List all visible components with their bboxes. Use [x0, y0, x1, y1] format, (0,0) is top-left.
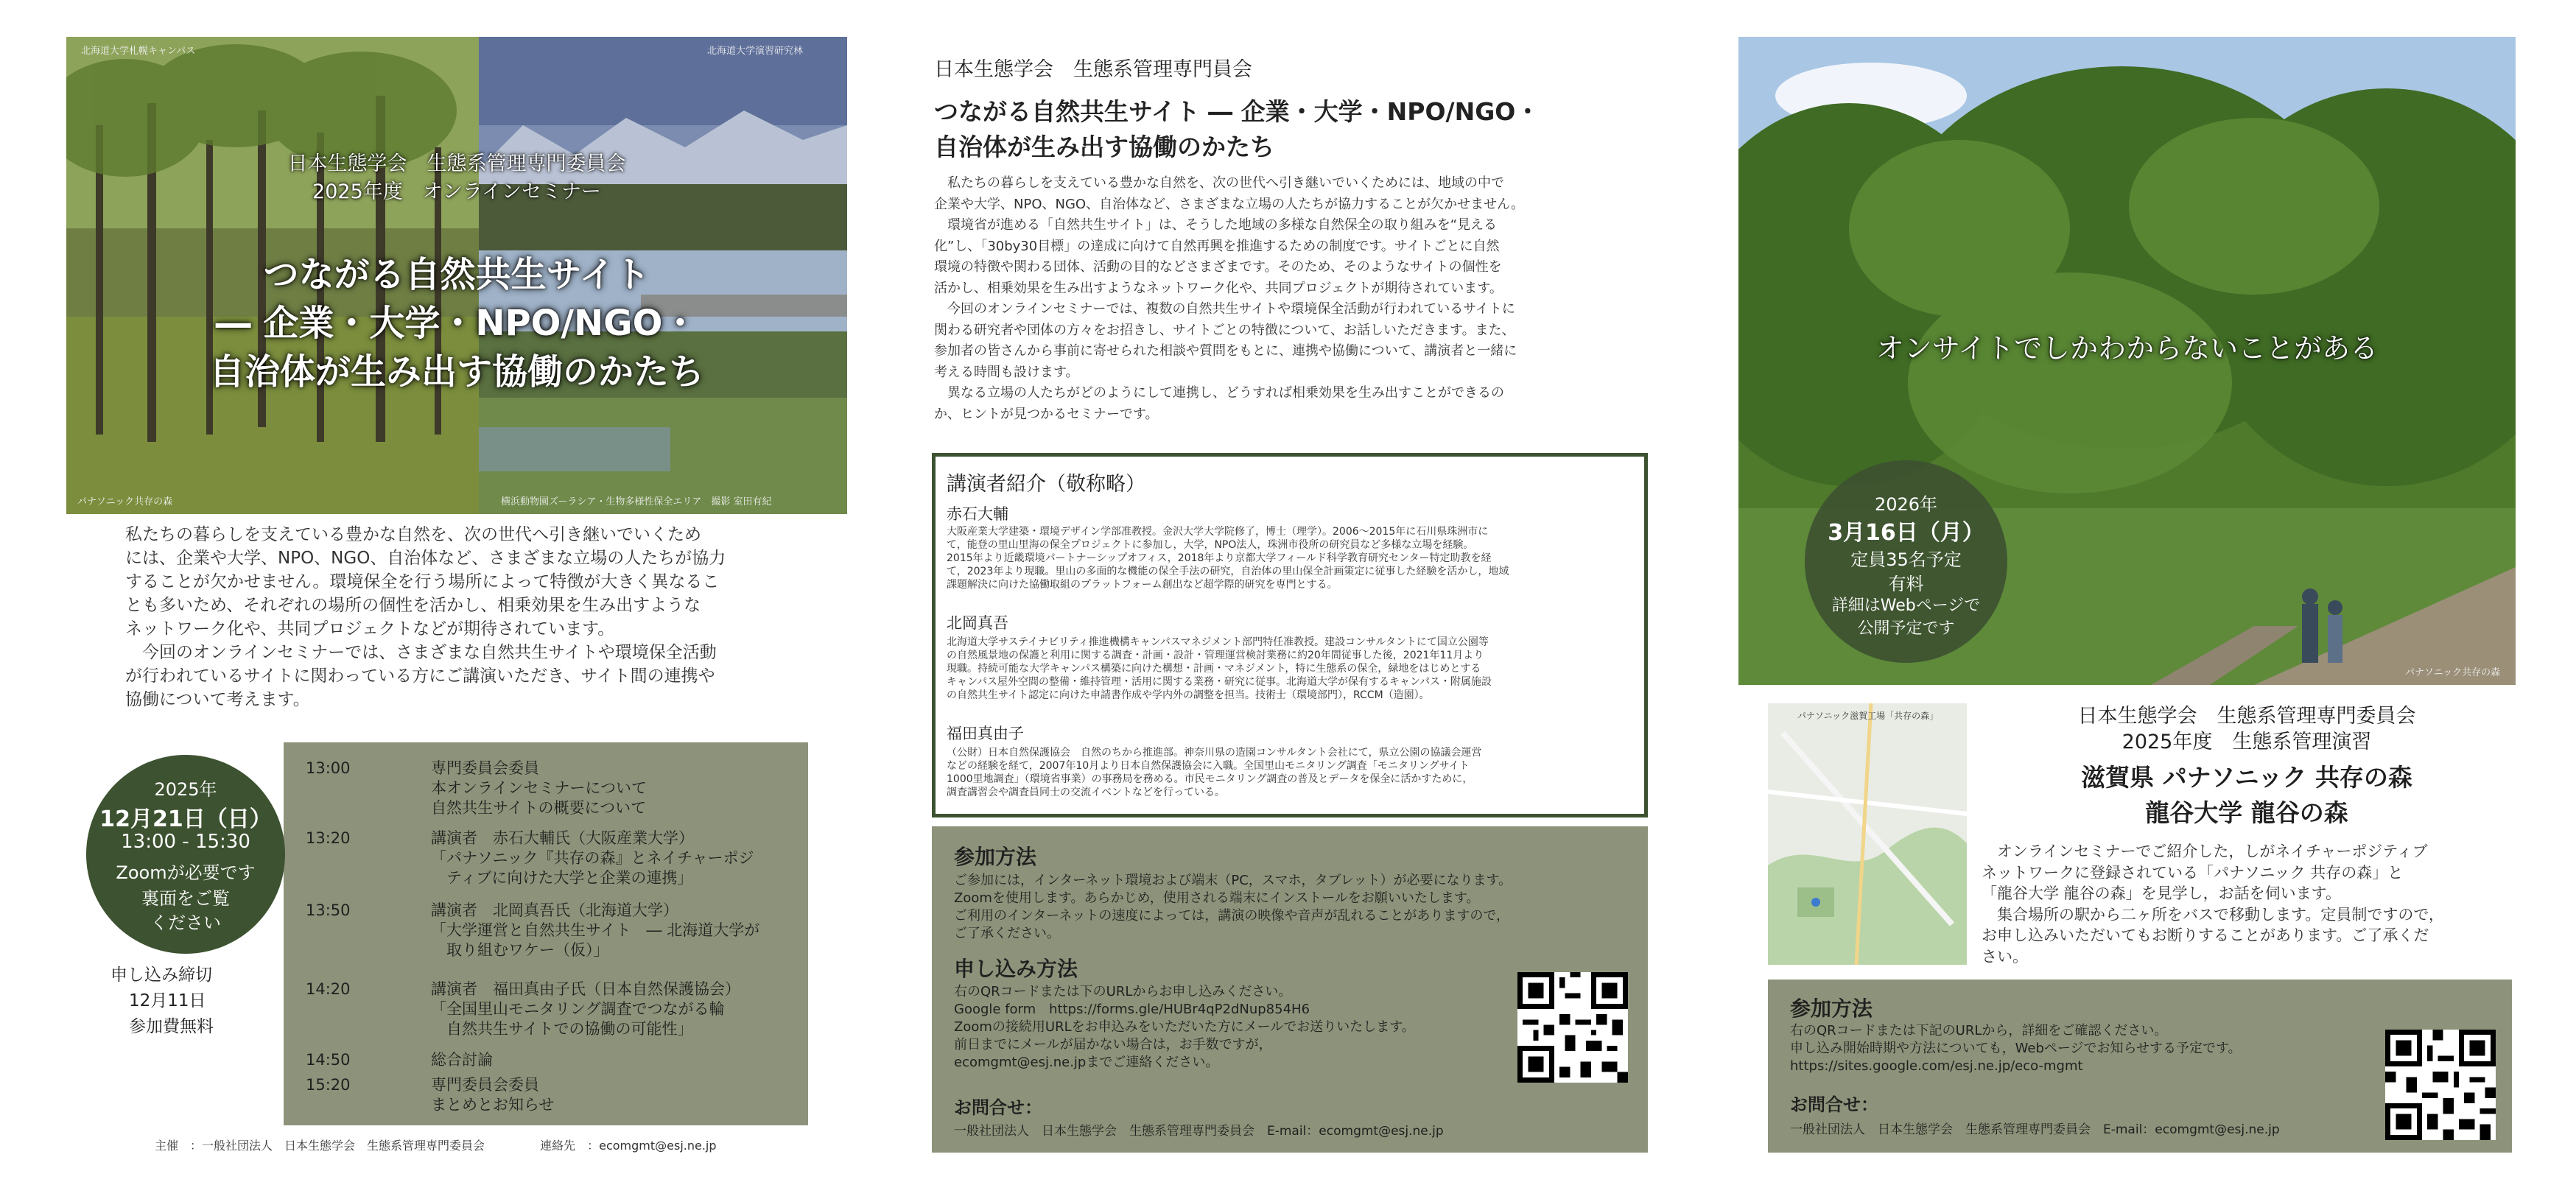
signup-text: 右のQRコードまたは下のURLからお申し込みください。 Google form https://forms.gle/HUBr4qP2dNup854H6 Zoomの接続用URLをお申込みをいただいた方にメールでお送りいたします。 前日までにメールが届かない場合は，お手数ですが， ecomgmt@esj.ne.jpまでご連絡ください。 [954, 984, 1415, 1070]
schedule-time: 13:50 [306, 901, 351, 919]
speaker-bio: （公財）日本自然保護協会 自然のちから推進部。神奈川県の造園コンサルタント会社にて，県立公園の協議会運営 などの経験を経て，2007年10月より日本自然保護協会に入職。全国里山モニタリング調査「モニタリングサイト 1000里地調査」（環境省事業）の事務局を務める。市民モニタリング調査の普及とデータを保全に活かすために， 調査講習会や調査員同士の交流イベントなどを行っている。 [947, 747, 1482, 798]
seminar-schedule [284, 742, 808, 1125]
capacity-note: 定員35名予定 [1850, 549, 1962, 570]
date-day: 3月16日（月） [1828, 520, 1984, 546]
footer [155, 1136, 717, 1153]
schedule-time: 14:20 [306, 980, 351, 998]
schedule-row: 13:50 講演者 北岡真吾氏（北海道大学） 「大学運営と自然共生サイト ― 北海道大学が 取り組むワケー（仮）」 [306, 901, 760, 959]
hero-title-line: 自治体が生み出す協働のかたち [208, 351, 704, 393]
hero-title-line: ― 企業・大学・NPO/NGO・ [215, 303, 698, 344]
contact-heading: お問合せ： [1790, 1094, 1878, 1115]
schedule-row: 13:20 講演者 赤石大輔氏（大阪産業大学） 「パナソニック『共存の森』とネイチャーポジ ティブに向けた大学と企業の連携」 [306, 829, 754, 887]
org-name: 日本生態学会 生態系管理専門員会 [934, 58, 1252, 81]
field-trip-intro: オンラインセミナーでご紹介した，しがネイチャーポジティブ ネットワークに登録されている「パナソニック 共存の森」と 「龍谷大学 龍谷の森」を見学し，お話を伺います。 集合場所の駅から二ヶ所をバスで移動します。定員制ですので， お申し込みいただいてもお断りすることがあります。ご了承くだ さい。 [1982, 843, 2444, 966]
schedule-time: 13:00 [306, 759, 351, 777]
photo-caption: 北海道大学札幌キャンパス [81, 46, 196, 57]
participation-text: ご参加には，インターネット環境および端末（PC，スマホ，タブレット）が必要になります。 Zoomを使用します。あらかじめ，使用される端末にインストールをお願いいたします。 ご利用のインターネットの速度によっては，講演の映像や音声が乱れることがありますので， ご了承ください。 [954, 873, 1512, 941]
contact-line: 一般社団法人 日本生態学会 生態系管理専門委員会 E-mail：ecomgmt@esj.ne.jp [954, 1124, 1444, 1139]
fee-note: 参加費無料 [129, 1017, 214, 1036]
venue-map [1768, 703, 1967, 965]
participation-heading: 参加方法 [1790, 996, 1873, 1021]
schedule-time: 14:50 [306, 1051, 351, 1069]
practicum-year: 2025年度 生態系管理演習 [2121, 731, 2372, 753]
speaker-name: 福田真由子 [947, 725, 1024, 742]
participation-text: 右のQRコードまたは下記のURLから，詳細をご確認ください。 申し込み開始時期や方法についても，Webページでお知らせする予定です。 https://sites.google.com/esj.ne.jp/eco-mgmt [1790, 1023, 2242, 1074]
intro-line: することが欠かせません。環境保全を行う場所によって特徴が大きく異なるこ [125, 572, 720, 591]
hero-caption: オンサイトでしかわからないことがある [1875, 332, 2379, 365]
date-year: 2025年 [154, 779, 217, 800]
date-day: 12月21日（日） [99, 806, 272, 832]
speakers-heading: 講演者紹介（敬称略） [947, 473, 1145, 496]
schedule-row: 14:20 講演者 福田真由子氏（日本自然保護協会） 「全国里山モニタリング調査でつながる輪 自然共生サイトでの協働の可能性」 [306, 980, 740, 1038]
intro-line: 協働について考えます。 [125, 690, 310, 709]
mountain-photo [479, 37, 847, 250]
zoom-note: Zoomが必要です [116, 862, 256, 883]
hero-title-line: つながる自然共生サイト [263, 254, 650, 295]
participation-heading: 参加方法 [954, 845, 1037, 869]
photo-credit: パナソニック共存の森 [2405, 667, 2501, 678]
venue-name: 龍谷大学 龍谷の森 [2145, 798, 2348, 827]
photo-caption: 北海道大学演習研究林 [707, 46, 804, 57]
website-link[interactable]: https://sites.google.com/esj.ne.jp/eco-mgmt [1790, 1058, 2083, 1074]
qr-code-icon[interactable] [2385, 1030, 2496, 1140]
contact-line: 一般社団法人 日本生態学会 生態系管理専門委員会 E-mail：ecomgmt@esj.ne.jp [1790, 1122, 2280, 1137]
venue-name: 滋賀県 パナソニック 共存の森 [2081, 763, 2412, 792]
page-title [934, 94, 1540, 165]
photo-caption: パナソニック共存の森 [77, 496, 173, 507]
speaker-bio: 北海道大学サステイナビリティ推進機構キャンパスマネジメント部門特任准教授。建設コンサルタントにて国立公園等 の自然風景地の保護と利用に関する調査・計画・設計・管理運営検討業務に約20年間従事した後，2021年11月より 現職。持続可能な大学キャンパス構築に向けた構想・計画・マネジメント，特に生態系の保全，緑地をはじめとする キャンパス屋外空間の整備・維持管理・活用に関する業務・研究に従事。北海道大学が保有するキャンパス・附属施設 の自然共生サイト認定に向けた申請書作成や学内外の調整を担当。技術士（環境部門），RCCM（造園）。 [947, 636, 1492, 701]
detail-note: 公開予定です [1857, 619, 1955, 638]
contact-heading: お問合せ： [954, 1097, 1042, 1118]
schedule-time: 13:20 [306, 829, 351, 847]
qr-code-icon[interactable] [1517, 972, 1628, 1083]
seminar-date-badge [86, 755, 285, 954]
speaker-profiles [932, 453, 1648, 817]
hero-org-name: 日本生態学会 生態系管理専門委員会 [287, 152, 626, 175]
speaker-bio: 大阪産業大学建築・環境デザイン学部准教授。金沢大学大学院修了，博士（理学）。2006～2015年に石川県珠洲市に て，能登の里山里海の保全プロジェクトに参加し，大学，NPO法人，珠洲市役所の研究員など多様な立場を経験。 2015年より近畿環境パートナーシップオフィス，2018年より京都大学フィールド科学教育研究センター特定助教を経 て，2023年より現職。里山の多面的な機能の保全手法の研究，自治体の里山保全計画策定に従事した経験を活かし，地域 課題解決に向けた協働取組のプラットフォーム創出など超学際的研究を専門とする。 [947, 526, 1509, 591]
date-year: 2026年 [1874, 494, 1938, 515]
schedule-row: 15:20 専門委員会委員 まとめとお知らせ [306, 1076, 555, 1114]
intro-line: ネットワーク化や、共同プロジェクトなどが期待されています。 [125, 619, 615, 639]
intro-line: 今回のオンラインセミナーでは、さまざまな自然共生サイトや環境保全活動 [142, 643, 717, 662]
application-info [932, 826, 1648, 1153]
org-name: 日本生態学会 生態系管理専門委員会 [2077, 705, 2416, 728]
intro-line: が行われているサイトに関わっている方にご講演いただき、サイト間の連携や [125, 667, 715, 686]
map-caption: パナソニック滋賀工場「共存の森」 [1797, 711, 1939, 721]
schedule-time: 15:20 [306, 1076, 351, 1094]
intro-line: 私たちの暮らしを支えている豊かな自然を、次の世代へ引き継いでいくため [125, 525, 701, 544]
speaker-name: 赤石大輔 [947, 505, 1008, 523]
date-time: 13:00 - 15:30 [121, 831, 250, 853]
detail-note: 詳細はWebページで [1831, 597, 1981, 615]
intro-paragraph: 私たちの暮らしを支えている豊かな自然を、次の世代へ引き継いでいくためには、地域の中で 企業や大学、NPO、NGO、自治体など、さまざまな立場の人たちが協力することが欠かせません。 環境省が進める「自然共生サイト」は、そうした地域の多様な自然保全の取り組みを“見える 化”し、「30by30目標」の達成に向けて自然再興を推進するための制度です。サイトごとに自然 環境の特徴や関わる団体、活動の目的などさまざまです。そのため、そのようなサイトの個性を 活かし、相乗効果を生み出すようなネットワーク化や、共同プロジェクトが期待されています。 今回のオンラインセミナーでは、複数の自然共生サイトや環境保全活動が行われているサイトに 関わる研究者や団体の方々をお招きし、サイトごとの特徴について、お話しいただきます。また、 参加者の皆さんから事前に寄せられた相談や質問をもとに、連携や協働について、講演者と一緒に 考える時間も設けます。 異なる立場の人たちがどのようにして連携し、どうすれば相乗効果を生み出すことができるの か、ヒントが見つかるセミナーです。 [934, 175, 1525, 422]
intro-paragraph [125, 523, 796, 711]
intro-line: とも多いため、それぞれの場所の個性を活かし、相乗効果を生み出すような [125, 596, 701, 615]
date-note: ください [150, 913, 221, 933]
intro-line: には、企業や大学、NPO、NGO、自治体など、さまざまな立場の人たちが協力 [125, 549, 726, 568]
title-line: 自治体が生み出す協働のかたち [934, 133, 1274, 161]
hero-seminar-year: 2025年度 オンラインセミナー [312, 180, 601, 203]
date-note: 裏面をご覧 [141, 888, 230, 909]
google-form-link[interactable]: Google form https://forms.gle/HUBr4qP2dNup854H6 [954, 1002, 1310, 1017]
seminar-hero-photo [66, 37, 847, 514]
field-trip-date-badge [1805, 460, 2007, 663]
deadline-label: 申し込み締切 [110, 966, 212, 985]
schedule-row: 13:00 専門委員会委員 本オンラインセミナーについて 自然共生サイトの概要について [306, 759, 647, 817]
organizer: 主催 ：一般社団法人 日本生態学会 生態系管理専門委員会 [155, 1139, 485, 1153]
field-trip-application [1768, 980, 2512, 1153]
fee-note: 有料 [1888, 574, 1924, 594]
speaker-name: 北岡真吾 [947, 614, 1008, 632]
deadline-date: 12月11日 [129, 991, 206, 1010]
photo-caption: 横浜動物園ズーラシア・生物多様性保全エリア 撮影 室田有紀 [501, 496, 772, 507]
schedule-row: 14:50 総合討論 [306, 1051, 493, 1069]
contact-email: 連絡先 ：ecomgmt@esj.ne.jp [540, 1139, 717, 1153]
title-line: つながる自然共生サイト ― 企業・大学・NPO/NGO・ [934, 97, 1540, 126]
signup-heading: 申し込み方法 [954, 957, 1078, 981]
